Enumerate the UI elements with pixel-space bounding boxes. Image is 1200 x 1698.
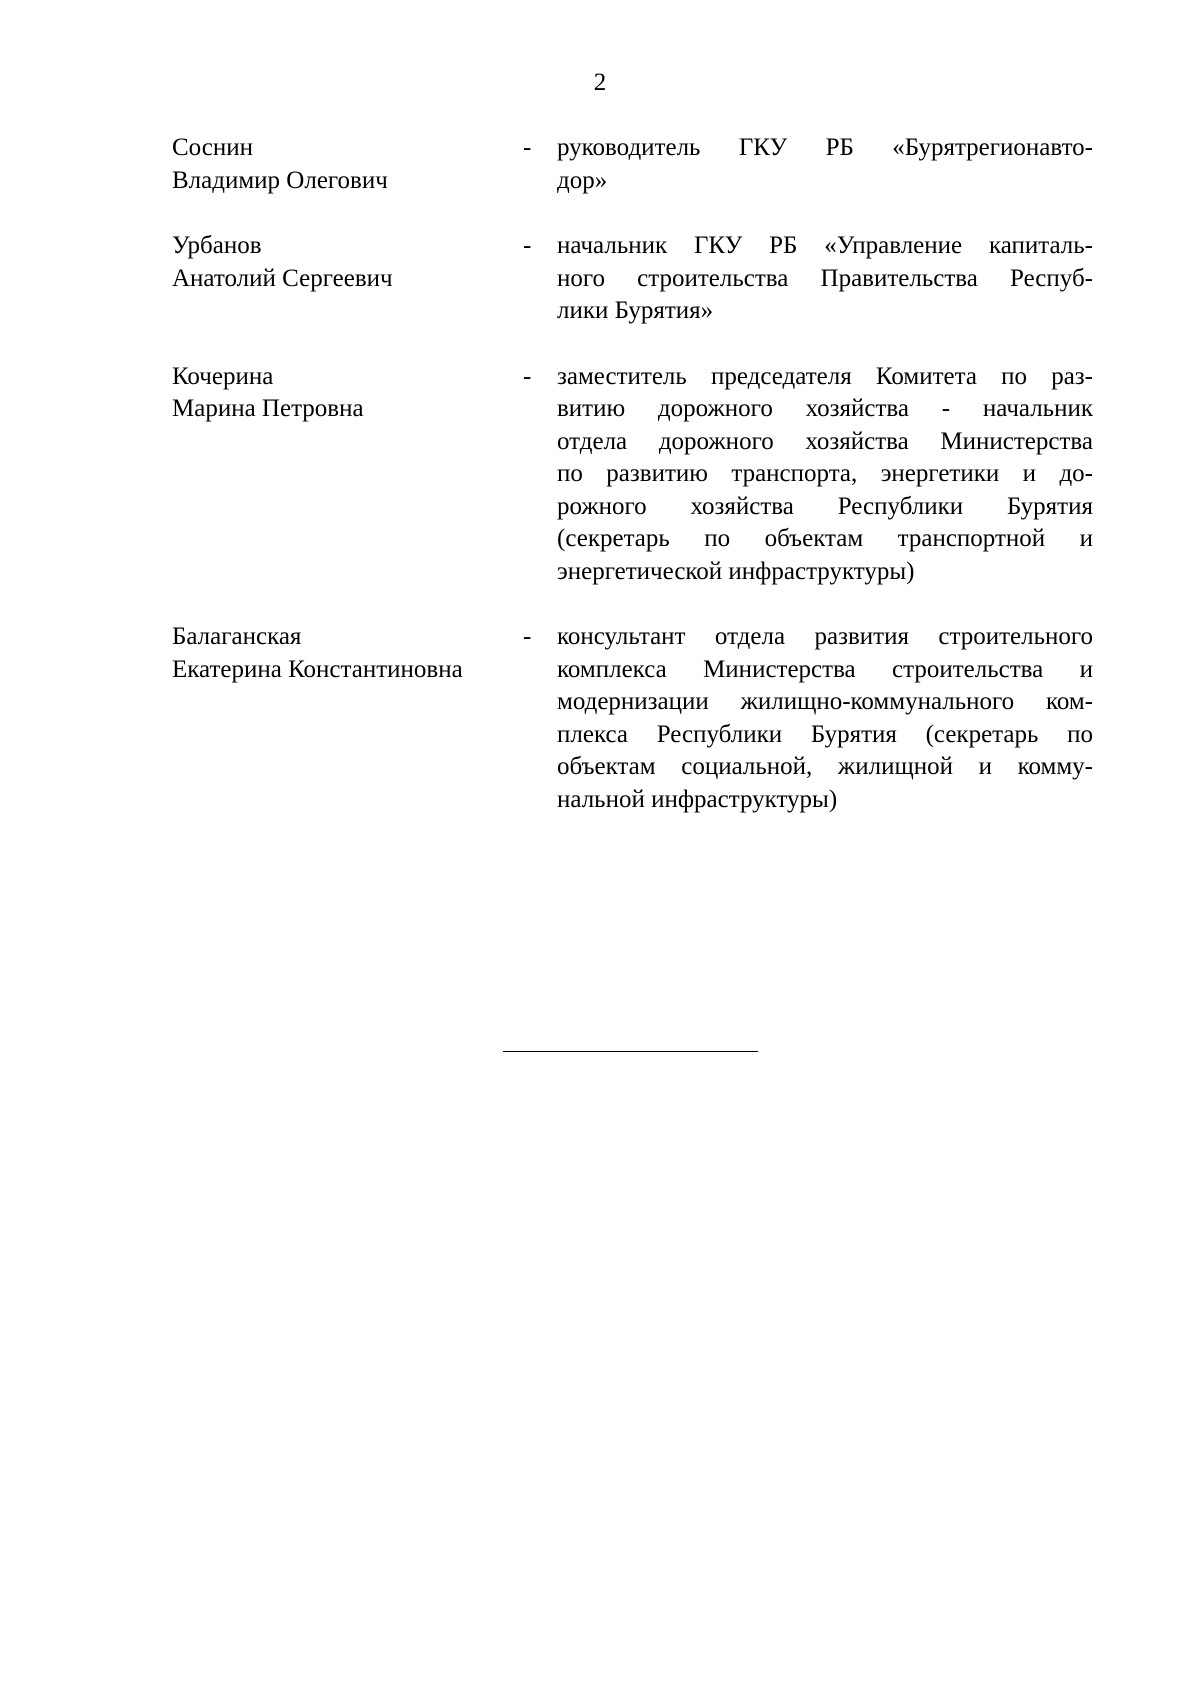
role-line: ного строительства Правительства Респуб- (557, 264, 1093, 292)
role-line: нальной инфраструктуры) (557, 785, 838, 813)
role-line: руководитель ГКУ РБ «Бурятрегионавто- (557, 134, 1093, 161)
member-entry (0, 361, 1200, 589)
role-line: энергетической инфраструктуры) (557, 557, 915, 585)
member-role (557, 230, 1093, 328)
member-surname: Соснин (172, 134, 254, 161)
member-given-name: Екатерина Константиновна (172, 655, 463, 683)
member-name (172, 230, 512, 295)
member-given-name: Марина Петровна (172, 395, 364, 422)
member-given-name: Анатолий Сергеевич (172, 264, 393, 292)
member-entry (0, 230, 1200, 328)
members-list (0, 132, 1200, 816)
closing-divider-line (503, 1051, 758, 1052)
role-line: витию дорожного хозяйства - начальник (557, 395, 1093, 422)
role-line: лики Бурятия» (557, 297, 714, 324)
role-line: объектам социальной, жилищной и комму- (557, 753, 1093, 780)
role-line: (секретарь по объектам транспортной и (557, 525, 1093, 552)
role-line: модернизации жилищно-коммунального ком- (557, 688, 1093, 715)
member-name (172, 621, 512, 686)
page-number: 2 (593, 69, 607, 96)
role-line: рожного хозяйства Республики Бурятия (557, 492, 1093, 520)
member-role (557, 621, 1093, 816)
role-line: заместитель председателя Комитета по раз- (557, 362, 1093, 390)
member-surname: Балаганская (172, 623, 302, 650)
role-line: отдела дорожного хозяйства Министерства (557, 427, 1093, 455)
role-line: комплекса Министерства строительства и (557, 655, 1093, 683)
role-line: по развитию транспорта, энергетики и до- (557, 460, 1093, 487)
role-line: дор» (557, 166, 608, 194)
separator-dash: - (523, 134, 532, 161)
role-line: плекса Республики Бурятия (секретарь по (557, 720, 1093, 748)
member-name (172, 361, 512, 426)
separator-dash: - (523, 623, 532, 650)
member-name (172, 132, 512, 197)
member-given-name: Владимир Олегович (172, 166, 388, 194)
member-entry (0, 132, 1200, 197)
member-entry (0, 621, 1200, 816)
separator-dash: - (523, 362, 532, 390)
member-surname: Урбанов (172, 232, 262, 259)
separator-dash: - (523, 232, 532, 259)
role-line: консультант отдела развития строительного (557, 623, 1093, 650)
member-role (557, 361, 1093, 589)
member-surname: Кочерина (172, 362, 274, 390)
role-line: начальник ГКУ РБ «Управление капиталь- (557, 232, 1093, 259)
member-role (557, 132, 1093, 197)
